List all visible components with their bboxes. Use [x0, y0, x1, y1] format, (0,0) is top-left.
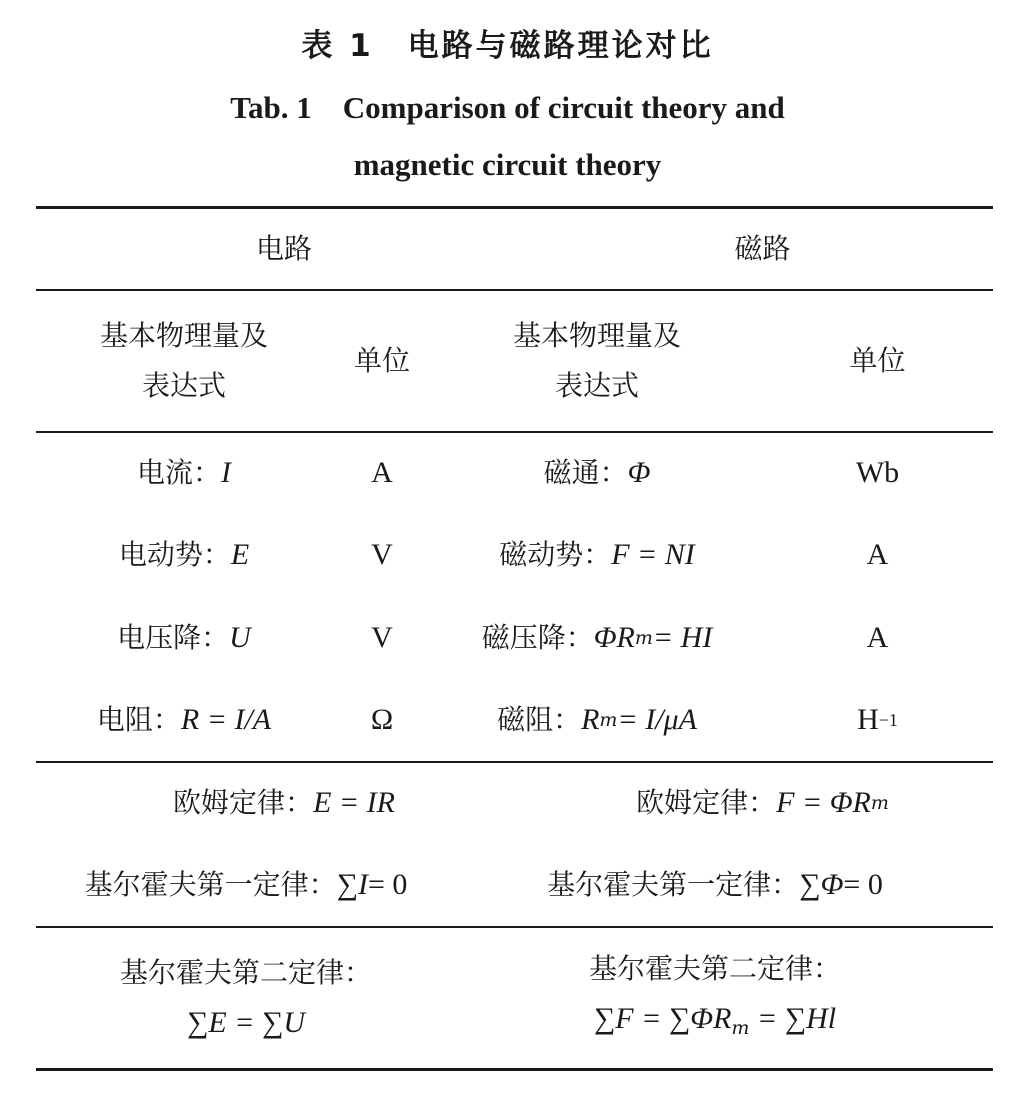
header-circuit-quantity-line1: 基本物理量及 [99, 319, 268, 352]
row-emf-circuit-quantity [36, 513, 332, 596]
law-kcl-circuit [36, 843, 456, 926]
row-flux-magnetic-unit: Wb [855, 456, 900, 489]
law-kcl-magnetic-zero: = 0 [843, 867, 883, 901]
law-kvl-magnetic [500, 928, 930, 1068]
law-kvl-magnetic-expr-a: ∑F = ∑ΦR [593, 1001, 732, 1035]
row-reluctance-expr-sub: m [599, 709, 618, 731]
row-resistance-circuit-label: 电阻： [96, 703, 181, 736]
law-kcl-magnetic-label: 基尔霍夫第一定律： [547, 867, 800, 901]
header-circuit: 电路 [255, 231, 312, 265]
header-magnetic: 磁路 [734, 231, 791, 265]
row-current-circuit-label: 电流： [136, 456, 221, 489]
row-magnetic-drop-magnetic-unit: A [866, 620, 889, 654]
law-kvl-magnetic-sub: m [731, 1016, 750, 1039]
header-circuit-quantity-line2: 表达式 [141, 369, 226, 402]
row-reluctance-magnetic-unit [762, 679, 993, 761]
header-circuit-unit: 单位 [353, 344, 410, 377]
row-mmf-magnetic-quantity [432, 513, 762, 596]
row-voltage-drop-circuit-quantity [36, 596, 332, 679]
row-reluctance-expr-a: R [581, 703, 600, 736]
law-ohm-magnetic-label: 欧姆定律： [636, 786, 777, 819]
table-bottom-rule [36, 1068, 993, 1071]
row-current-circuit-expr: I [221, 456, 231, 489]
header-circuit-quantity [36, 291, 332, 431]
row-mmf-magnetic-label: 磁动势： [499, 537, 612, 571]
row-reluctance-unit-base: H [857, 703, 879, 736]
row-current-circuit-unit: A [371, 456, 393, 489]
header-magnetic-unit: 单位 [849, 344, 906, 377]
table-caption-en-line1: Tab. 1 Comparison of circuit theory and [230, 89, 785, 125]
header-magnetic-quantity-line1: 基本物理量及 [512, 319, 681, 352]
law-ohm-circuit [36, 763, 532, 843]
row-mmf-magnetic-unit: A [866, 537, 889, 571]
row-flux-magnetic-expr: Φ [627, 456, 651, 489]
header-magnetic-quantity-line2: 表达式 [554, 369, 639, 402]
law-kvl-circuit-label: 基尔霍夫第二定律： [119, 956, 372, 989]
row-magnetic-drop-expr-b: = HI [652, 620, 713, 654]
row-voltage-drop-circuit-expr: U [229, 620, 251, 654]
row-reluctance-magnetic-quantity [432, 679, 762, 761]
row-reluctance-unit-sup: −1 [878, 710, 898, 730]
row-emf-circuit-label: 电动势： [118, 537, 231, 571]
row-reluctance-expr-b: = I/μA [617, 703, 697, 736]
law-kcl-circuit-zero: = 0 [367, 867, 408, 901]
law-kcl-circuit-label: 基尔霍夫第一定律： [84, 867, 337, 901]
row-magnetic-drop-expr-a: ΦR [593, 620, 635, 654]
law-kcl-magnetic-sum: ∑ [799, 867, 821, 901]
law-ohm-magnetic-sub: m [870, 792, 889, 814]
law-kvl-circuit [36, 928, 456, 1068]
row-magnetic-drop-magnetic-label: 磁压降： [481, 620, 594, 654]
law-kvl-magnetic-expr-b: = ∑Hl [749, 1001, 837, 1035]
law-ohm-magnetic [532, 763, 993, 843]
row-reluctance-magnetic-label: 磁阻： [497, 703, 582, 736]
table-caption-cn: 表 1 电路与磁路理论对比 [301, 27, 714, 64]
row-resistance-circuit-quantity [36, 679, 332, 761]
law-kcl-circuit-sum: ∑ [336, 867, 358, 901]
row-flux-magnetic-label: 磁通： [543, 456, 628, 489]
row-emf-circuit-expr: E [230, 537, 250, 571]
row-voltage-drop-circuit-unit: V [371, 620, 393, 654]
law-kcl-circuit-var: I [357, 867, 368, 901]
row-flux-magnetic-quantity [432, 433, 762, 513]
row-magnetic-drop-magnetic-quantity [432, 596, 762, 679]
row-resistance-circuit-expr: R = I/A [180, 703, 272, 736]
row-mmf-magnetic-expr: F = NI [611, 537, 695, 571]
law-kvl-circuit-expr: ∑E = ∑U [186, 1006, 305, 1039]
row-resistance-circuit-unit: Ω [370, 703, 394, 736]
law-ohm-circuit-expr: E = IR [313, 786, 395, 819]
row-magnetic-drop-expr-sub: m [634, 626, 653, 649]
table-caption-en-line2: magnetic circuit theory [353, 147, 662, 182]
header-magnetic-quantity [432, 291, 762, 431]
row-emf-circuit-unit: V [371, 537, 393, 571]
row-current-circuit-quantity [36, 433, 332, 513]
law-kvl-magnetic-label: 基尔霍夫第二定律： [588, 951, 841, 985]
law-kcl-magnetic-var: Φ [820, 867, 844, 901]
law-ohm-magnetic-expr: F = ΦR [776, 786, 871, 819]
law-kcl-magnetic [500, 843, 930, 926]
row-voltage-drop-circuit-label: 电压降： [117, 620, 230, 654]
law-ohm-circuit-label: 欧姆定律： [173, 786, 314, 819]
